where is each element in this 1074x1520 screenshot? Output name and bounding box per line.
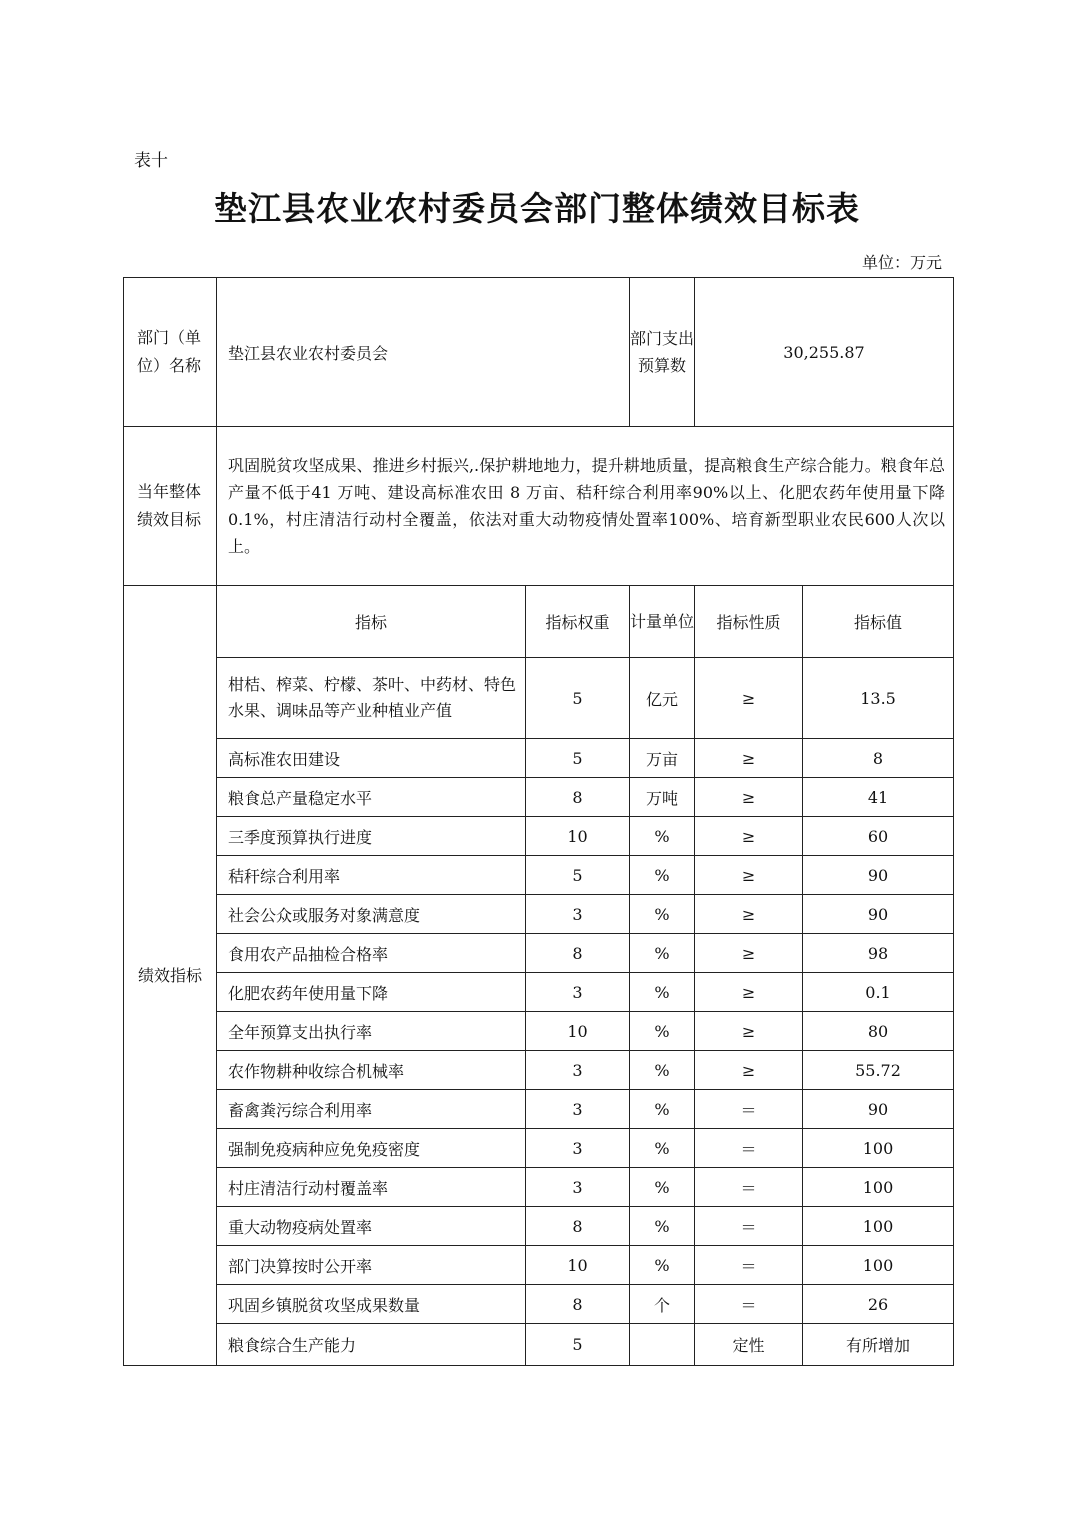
indicator-value: 60 xyxy=(803,817,954,856)
indicator-weight: 3 xyxy=(526,1168,630,1207)
indicator-value: 100 xyxy=(803,1207,954,1246)
col-header-nature: 指标性质 xyxy=(695,586,803,658)
indicator-nature: ＝ xyxy=(695,1090,803,1129)
indicator-unit: % xyxy=(630,1012,695,1051)
indicator-nature: 定性 xyxy=(695,1324,803,1366)
indicator-name: 三季度预算执行进度 xyxy=(217,817,526,856)
goal-label: 当年整体绩效目标 xyxy=(124,427,217,586)
indicator-value: 100 xyxy=(803,1246,954,1285)
indicator-unit: % xyxy=(630,817,695,856)
indicator-name: 全年预算支出执行率 xyxy=(217,1012,526,1051)
indicator-value: 8 xyxy=(803,739,954,778)
indicator-unit: 个 xyxy=(630,1285,695,1324)
indicator-unit: % xyxy=(630,895,695,934)
indicator-weight: 10 xyxy=(526,817,630,856)
table-row xyxy=(124,1246,954,1285)
goal-row xyxy=(124,427,954,586)
indicator-nature: ≥ xyxy=(695,739,803,778)
indicator-unit xyxy=(630,1324,695,1366)
indicator-name: 部门决算按时公开率 xyxy=(217,1246,526,1285)
indicator-weight: 3 xyxy=(526,1129,630,1168)
table-row xyxy=(124,856,954,895)
indicator-weight: 10 xyxy=(526,1246,630,1285)
indicator-name: 强制免疫病种应免免疫密度 xyxy=(217,1129,526,1168)
table-row xyxy=(124,1129,954,1168)
performance-table xyxy=(123,277,954,1366)
indicator-weight: 3 xyxy=(526,1090,630,1129)
indicator-value: 90 xyxy=(803,895,954,934)
indicator-name: 柑桔、榨菜、柠檬、茶叶、中药材、特色水果、调味品等产业种植业产值 xyxy=(217,658,526,739)
indicator-nature: ≥ xyxy=(695,1012,803,1051)
indicator-name: 社会公众或服务对象满意度 xyxy=(217,895,526,934)
indicator-weight: 5 xyxy=(526,739,630,778)
table-row xyxy=(124,1285,954,1324)
page-title: 垫江县农业农村委员会部门整体绩效目标表 xyxy=(214,189,860,228)
indicator-name: 粮食总产量稳定水平 xyxy=(217,778,526,817)
table-row xyxy=(124,1324,954,1366)
indicator-unit: % xyxy=(630,973,695,1012)
table-row xyxy=(124,1051,954,1090)
dept-row xyxy=(124,278,954,427)
indicator-value: 41 xyxy=(803,778,954,817)
col-header-name: 指标 xyxy=(217,586,526,658)
indicator-value: 26 xyxy=(803,1285,954,1324)
indicator-unit: % xyxy=(630,1246,695,1285)
indicator-name: 高标准农田建设 xyxy=(217,739,526,778)
col-header-unit: 计量单位 xyxy=(630,586,695,658)
indicator-name: 粮食综合生产能力 xyxy=(217,1324,526,1366)
indicator-value: 98 xyxy=(803,934,954,973)
table-row xyxy=(124,778,954,817)
table-row xyxy=(124,1012,954,1051)
indicator-unit: % xyxy=(630,1129,695,1168)
indicator-nature: ≥ xyxy=(695,1051,803,1090)
indicator-weight: 10 xyxy=(526,1012,630,1051)
indicator-unit: % xyxy=(630,1207,695,1246)
indicator-value: 有所增加 xyxy=(803,1324,954,1366)
indicator-unit: % xyxy=(630,856,695,895)
dept-label: 部门（单位）名称 xyxy=(124,278,217,427)
indicator-nature: ≥ xyxy=(695,817,803,856)
indicator-value: 90 xyxy=(803,856,954,895)
indicator-unit: % xyxy=(630,1051,695,1090)
indicator-section-label: 绩效指标 xyxy=(124,586,217,1366)
indicator-value: 55.72 xyxy=(803,1051,954,1090)
indicator-weight: 8 xyxy=(526,1285,630,1324)
indicator-weight: 3 xyxy=(526,973,630,1012)
indicator-unit: 万吨 xyxy=(630,778,695,817)
indicator-nature: ≥ xyxy=(695,934,803,973)
indicator-name: 村庄清洁行动村覆盖率 xyxy=(217,1168,526,1207)
indicator-name: 食用农产品抽检合格率 xyxy=(217,934,526,973)
indicator-nature: ≥ xyxy=(695,778,803,817)
unit-label: 单位：万元 xyxy=(861,253,942,272)
table-row xyxy=(124,1168,954,1207)
indicator-value: 0.1 xyxy=(803,973,954,1012)
indicator-header-row xyxy=(124,586,954,658)
table-row xyxy=(124,1207,954,1246)
goal-text: 巩固脱贫攻坚成果、推进乡村振兴,.保护耕地地力，提升耕地质量，提高粮食生产综合能力。粮食年总产量不低于41 万吨、建设高标准农田 8 万亩、秸秆综合利用率90%以上、化肥农药年使用量下降0.1%，村庄清洁行动村全覆盖，依法对重大动物疫情处置率100%、培育新型职业农民600人次以上。 xyxy=(217,427,954,586)
indicator-nature: ≥ xyxy=(695,856,803,895)
table-label: 表十 xyxy=(134,151,168,171)
indicator-name: 巩固乡镇脱贫攻坚成果数量 xyxy=(217,1285,526,1324)
indicator-weight: 5 xyxy=(526,1324,630,1366)
indicator-name: 化肥农药年使用量下降 xyxy=(217,973,526,1012)
indicator-name: 秸秆综合利用率 xyxy=(217,856,526,895)
indicator-weight: 3 xyxy=(526,1051,630,1090)
table-row xyxy=(124,934,954,973)
indicator-weight: 5 xyxy=(526,856,630,895)
indicator-name: 农作物耕种收综合机械率 xyxy=(217,1051,526,1090)
indicator-nature: ＝ xyxy=(695,1207,803,1246)
indicator-unit: 亿元 xyxy=(630,658,695,739)
table-row xyxy=(124,973,954,1012)
col-header-value: 指标值 xyxy=(803,586,954,658)
table-row xyxy=(124,739,954,778)
dept-name: 垫江县农业农村委员会 xyxy=(217,278,630,427)
indicator-nature: ＝ xyxy=(695,1129,803,1168)
indicator-name: 重大动物疫病处置率 xyxy=(217,1207,526,1246)
indicator-value: 100 xyxy=(803,1129,954,1168)
table-row xyxy=(124,895,954,934)
indicator-value: 100 xyxy=(803,1168,954,1207)
indicator-nature: ≥ xyxy=(695,658,803,739)
indicator-weight: 3 xyxy=(526,895,630,934)
indicator-nature: ≥ xyxy=(695,973,803,1012)
indicator-value: 80 xyxy=(803,1012,954,1051)
indicator-weight: 5 xyxy=(526,658,630,739)
indicator-value: 13.5 xyxy=(803,658,954,739)
indicator-value: 90 xyxy=(803,1090,954,1129)
indicator-nature: ≥ xyxy=(695,895,803,934)
col-header-weight: 指标权重 xyxy=(526,586,630,658)
indicator-weight: 8 xyxy=(526,1207,630,1246)
budget-label: 部门支出预算数 xyxy=(630,278,695,427)
indicator-nature: ＝ xyxy=(695,1168,803,1207)
table-row xyxy=(124,817,954,856)
indicator-nature: ＝ xyxy=(695,1285,803,1324)
table-row xyxy=(124,1090,954,1129)
indicator-weight: 8 xyxy=(526,934,630,973)
indicator-weight: 8 xyxy=(526,778,630,817)
table-row xyxy=(124,658,954,739)
indicator-name: 畜禽粪污综合利用率 xyxy=(217,1090,526,1129)
indicator-unit: % xyxy=(630,1168,695,1207)
indicator-unit: 万亩 xyxy=(630,739,695,778)
indicator-nature: ＝ xyxy=(695,1246,803,1285)
indicator-unit: % xyxy=(630,934,695,973)
budget-value: 30,255.87 xyxy=(695,278,954,427)
indicator-unit: % xyxy=(630,1090,695,1129)
